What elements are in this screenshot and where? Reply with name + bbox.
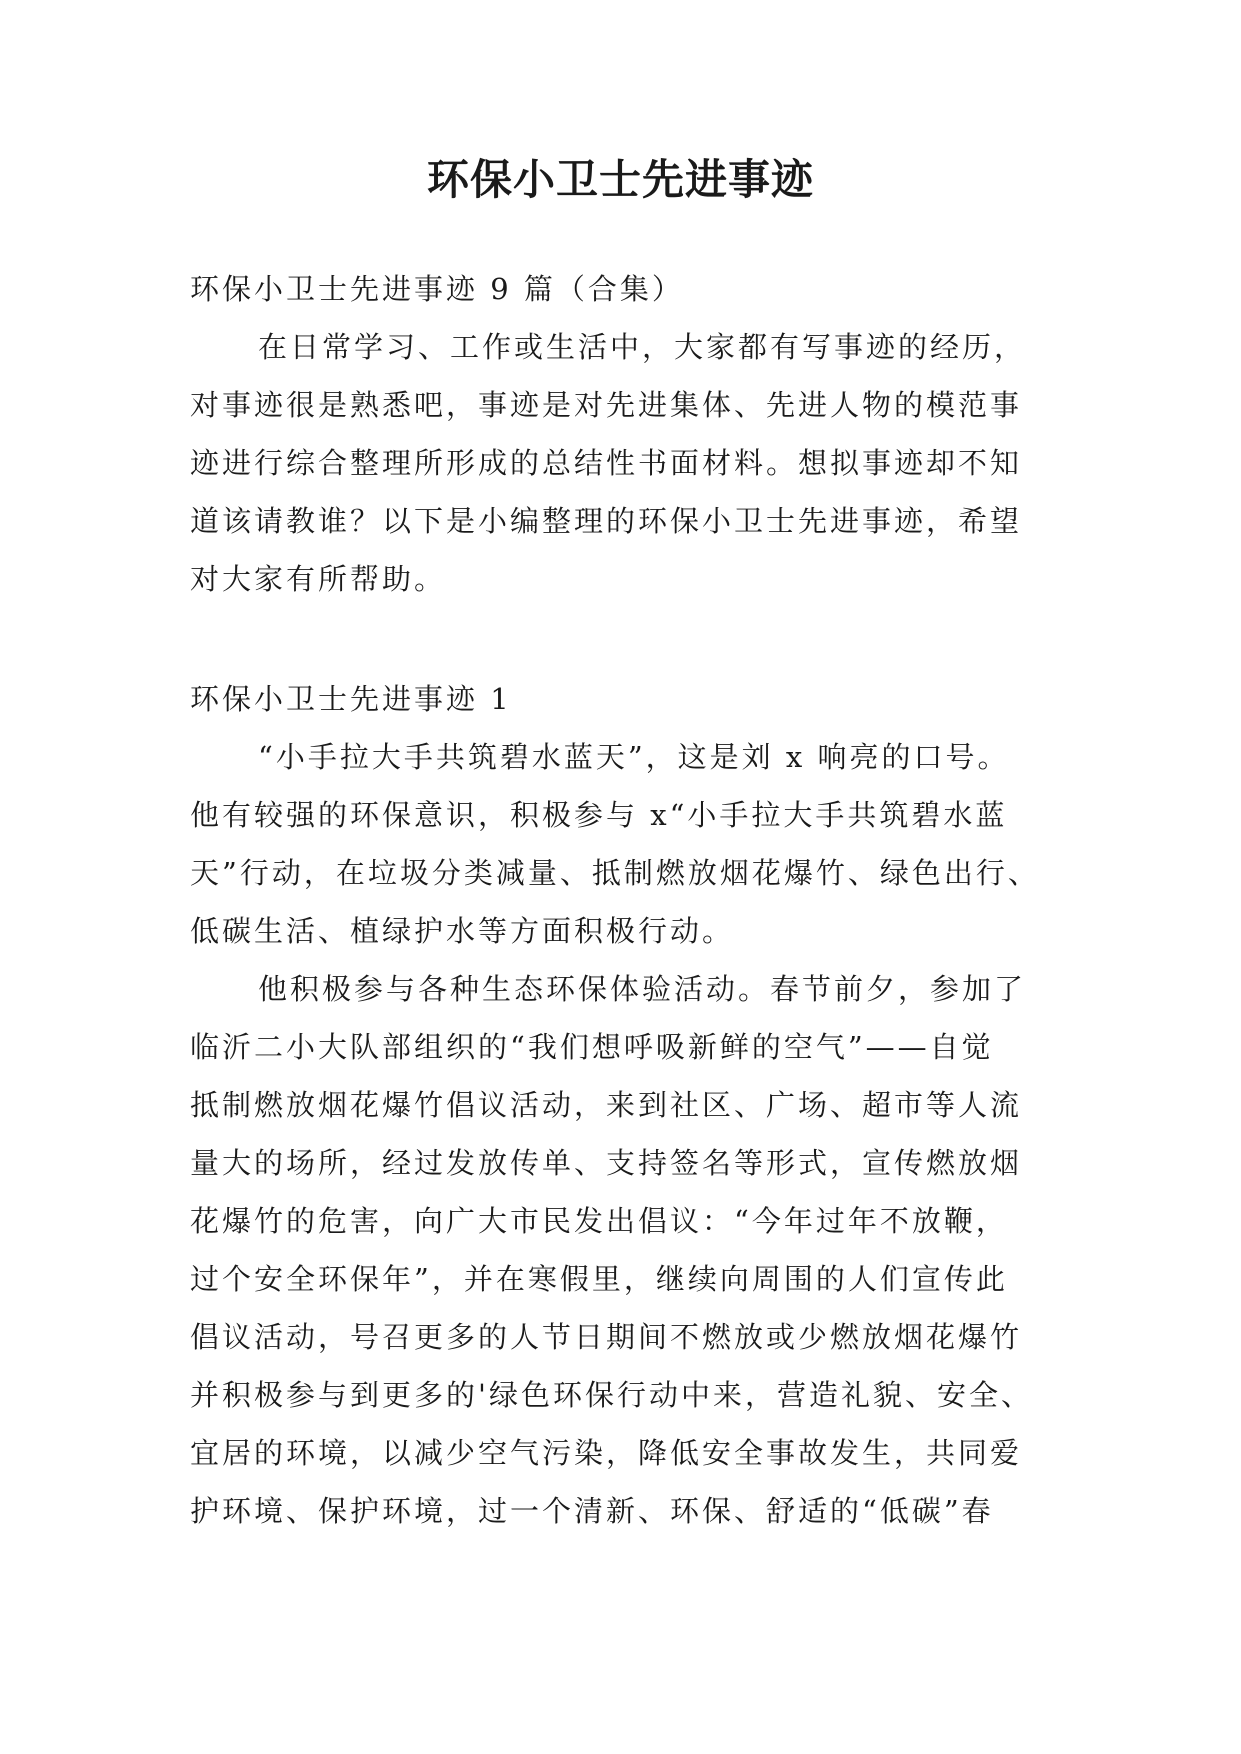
paragraph-line: 天”行动，在垃圾分类减量、抵制燃放烟花爆竹、绿色出行、 xyxy=(190,856,1040,890)
paragraph-line: 在日常学习、工作或生活中，大家都有写事迹的经历， xyxy=(258,330,1027,364)
paragraph-line: 道该请教谁？以下是小编整理的环保小卫士先进事迹，希望 xyxy=(190,504,1023,538)
paragraph-line: 对事迹很是熟悉吧，事迹是对先进集体、先进人物的模范事 xyxy=(190,388,1023,422)
paragraph-line: 抵制燃放烟花爆竹倡议活动，来到社区、广场、超市等人流 xyxy=(190,1088,1023,1122)
paragraph-line: 他有较强的环保意识，积极参与 x“小手拉大手共筑碧水蓝 xyxy=(190,798,1008,832)
section-gap xyxy=(190,608,1070,670)
document-title: 环保小卫士先进事迹 xyxy=(426,155,814,204)
paragraph-line: 迹进行综合整理所形成的总结性书面材料。想拟事迹却不知 xyxy=(190,446,1023,480)
paragraph-line: 过个安全环保年”，并在寒假里，继续向周围的人们宣传此 xyxy=(190,1262,1008,1296)
document-body xyxy=(190,260,1070,1540)
intro-paragraph xyxy=(190,318,1070,608)
section1-paragraph-1 xyxy=(190,728,1070,960)
section-heading: 环保小卫士先进事迹 1 xyxy=(190,682,512,716)
paragraph-line: 宜居的环境，以减少空气污染，降低安全事故发生，共同爱 xyxy=(190,1436,1023,1470)
paragraph-line: 倡议活动，号召更多的人节日期间不燃放或少燃放烟花爆竹 xyxy=(190,1320,1023,1354)
paragraph-line: 临沂二小大队部组织的“我们想呼吸新鲜的空气”——自觉 xyxy=(190,1030,994,1064)
paragraph-line: 他积极参与各种生态环保体验活动。春节前夕，参加了 xyxy=(258,972,1027,1006)
paragraph-line: 护环境、保护环境，过一个清新、环保、舒适的“低碳”春 xyxy=(190,1494,994,1528)
paragraph-line: 花爆竹的危害，向广大市民发出倡议：“今年过年不放鞭， xyxy=(190,1204,1008,1238)
paragraph-line: 对大家有所帮助。 xyxy=(190,562,447,596)
paragraph-line: 并积极参与到更多的'绿色环保行动中来，营造礼貌、安全、 xyxy=(190,1378,1033,1412)
paragraph-line: 量大的场所，经过发放传单、支持签名等形式，宣传燃放烟 xyxy=(190,1146,1023,1180)
paragraph-line: “小手拉大手共筑碧水蓝天”，这是刘 x 响亮的口号。 xyxy=(258,740,1010,774)
subtitle: 环保小卫士先进事迹 9 篇（合集） xyxy=(190,272,684,306)
section1-paragraph-2 xyxy=(190,960,1070,1540)
paragraph-line: 低碳生活、植绿护水等方面积极行动。 xyxy=(190,914,735,948)
